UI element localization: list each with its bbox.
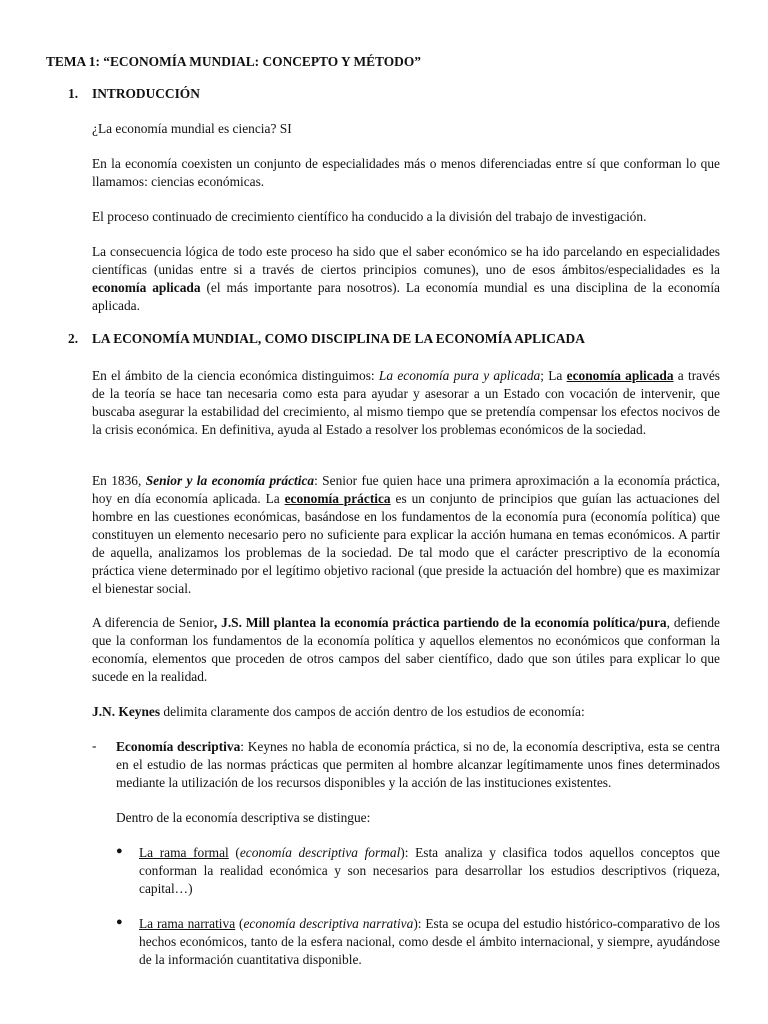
section-heading-2 [68, 331, 585, 347]
paragraph-text: ( [228, 845, 240, 860]
dash-marker: - [92, 738, 97, 753]
paragraph-text: a través de la teoría se hace tan necesaria como esta para ayudar y asesorar a un Estado con vocación de intervenir, que buscaba asegurar la estabilidad del crecimiento, al mismo tiempo que se pretendía compensar los efectos nocivos de la crisis económica. En definitiva, ayuda al Estado a resolver los problemas económicos de la sociedad. [92, 368, 720, 437]
paragraph [92, 243, 720, 315]
emphasis-term: economía aplicada [566, 368, 674, 383]
paragraph: El proceso continuado de crecimiento científico ha conducido a la división del trabajo de investigación. [92, 209, 647, 224]
paragraph-text: A diferencia de Senior [92, 615, 214, 630]
bullet-icon: ● [116, 916, 123, 928]
section-title: INTRODUCCIÓN [92, 86, 200, 101]
paragraph: ¿La economía mundial es ciencia? SI [92, 121, 292, 136]
paragraph [92, 155, 720, 191]
paragraph-text: (el más importante para nosotros). La economía mundial es una disciplina de la economía aplicada. [92, 280, 720, 313]
list-item [139, 915, 720, 969]
list-item [116, 738, 720, 792]
emphasis-term: , J.S. Mill plantea la economía práctica partiendo de la economía política/pura [213, 615, 667, 630]
emphasis-term: economía práctica [284, 491, 391, 506]
paragraph-text: En 1836, [92, 473, 146, 488]
paragraph-text: La consecuencia lógica de todo este proceso ha sido que el saber económico se ha ido parcelando en especialidades científicas (unidas entre si a través de ciertos principios comunes), uno de esos ámbitos/especialidades es la [92, 244, 720, 277]
italic-term: economía descriptiva narrativa [243, 916, 414, 931]
paragraph [92, 367, 720, 439]
emphasis-term: J.N. Keynes [92, 704, 161, 719]
underlined-term: La rama formal [139, 845, 229, 860]
underlined-term: La rama narrativa [139, 916, 236, 931]
paragraph-text: ): Esta analiza y clasifica todos aquellos conceptos que conforman la realidad económica y son necesarios para desarrollar los estudios descriptivos (riqueza, capital…) [139, 845, 721, 896]
document-title: TEMA 1: “ECONOMÍA MUNDIAL: CONCEPTO Y MÉTODO” [46, 54, 421, 69]
section-heading-1 [68, 86, 200, 102]
paragraph [92, 703, 720, 721]
paragraph-text: En la economía coexisten un conjunto de especialidades más o menos diferenciadas entre sí que conforman lo que llamamos: ciencias económicas. [92, 156, 720, 189]
paragraph-text: delimita claramente dos campos de acción dentro de los estudios de economía: [160, 704, 585, 719]
bullet-icon: ● [116, 845, 123, 857]
italic-term: economía descriptiva formal [239, 845, 401, 860]
paragraph-text: : Keynes no habla de economía práctica, si no de, la economía descriptiva, esta se centra en el estudio de las normas prácticas que permiten al hombre alcanzar legítimamente unos fines determinados mediante la utilización de los recursos disponibles y la acción de las instituciones existentes. [116, 739, 721, 790]
paragraph-text: , defiende que la conforman los fundamentos de la economía política y aquellos elementos no económicos que conforman la economía, elementos que proceden de otros campos del saber científico, dado que son útiles para explicar lo que sucede en la realidad. [92, 615, 720, 684]
paragraph-text: : Senior fue quien hace una primera aproximación a la economía práctica, hoy en día economía aplicada. La [92, 473, 720, 506]
emphasis-term: Senior y la economía práctica [145, 473, 315, 488]
paragraph-text: ; La [540, 368, 567, 383]
italic-term: La economía pura y aplicada [378, 368, 541, 383]
paragraph: Dentro de la economía descriptiva se distingue: [116, 810, 371, 825]
list-item [139, 844, 720, 898]
paragraph-text: En el ámbito de la ciencia económica distinguimos: [92, 368, 379, 383]
emphasis-term: Economía descriptiva [116, 739, 241, 754]
section-number: 2. [68, 331, 79, 346]
paragraph-text: es un conjunto de principios que guían las actuaciones del hombre en las cuestiones económicas, basándose en los fundamentos de la economía pura (economía política) que constituyen un elemento necesario pero no suficiente para explicar la acción humana en temas económicos. A partir de aquella, analizamos los problemas de la sociedad. De tal modo que el carácter prescriptivo de la economía práctica viene determinado por el legítimo objetivo racional (que preside la actuación del hombre) que es maximizar el bienestar social. [92, 491, 720, 596]
section-number: 1. [68, 86, 79, 101]
emphasis-term: economía aplicada [92, 280, 201, 295]
paragraph [92, 472, 720, 598]
paragraph-text: ): Esta se ocupa del estudio histórico-comparativo de los hechos económicos, tanto de la esfera nacional, como desde el ámbito internacional, y siempre, ayudándose de la información cuantitativa disponible. [139, 916, 720, 967]
section-title: LA ECONOMÍA MUNDIAL, COMO DISCIPLINA DE LA ECONOMÍA APLICADA [92, 331, 585, 346]
paragraph [92, 614, 720, 686]
paragraph-text: ( [235, 916, 244, 931]
